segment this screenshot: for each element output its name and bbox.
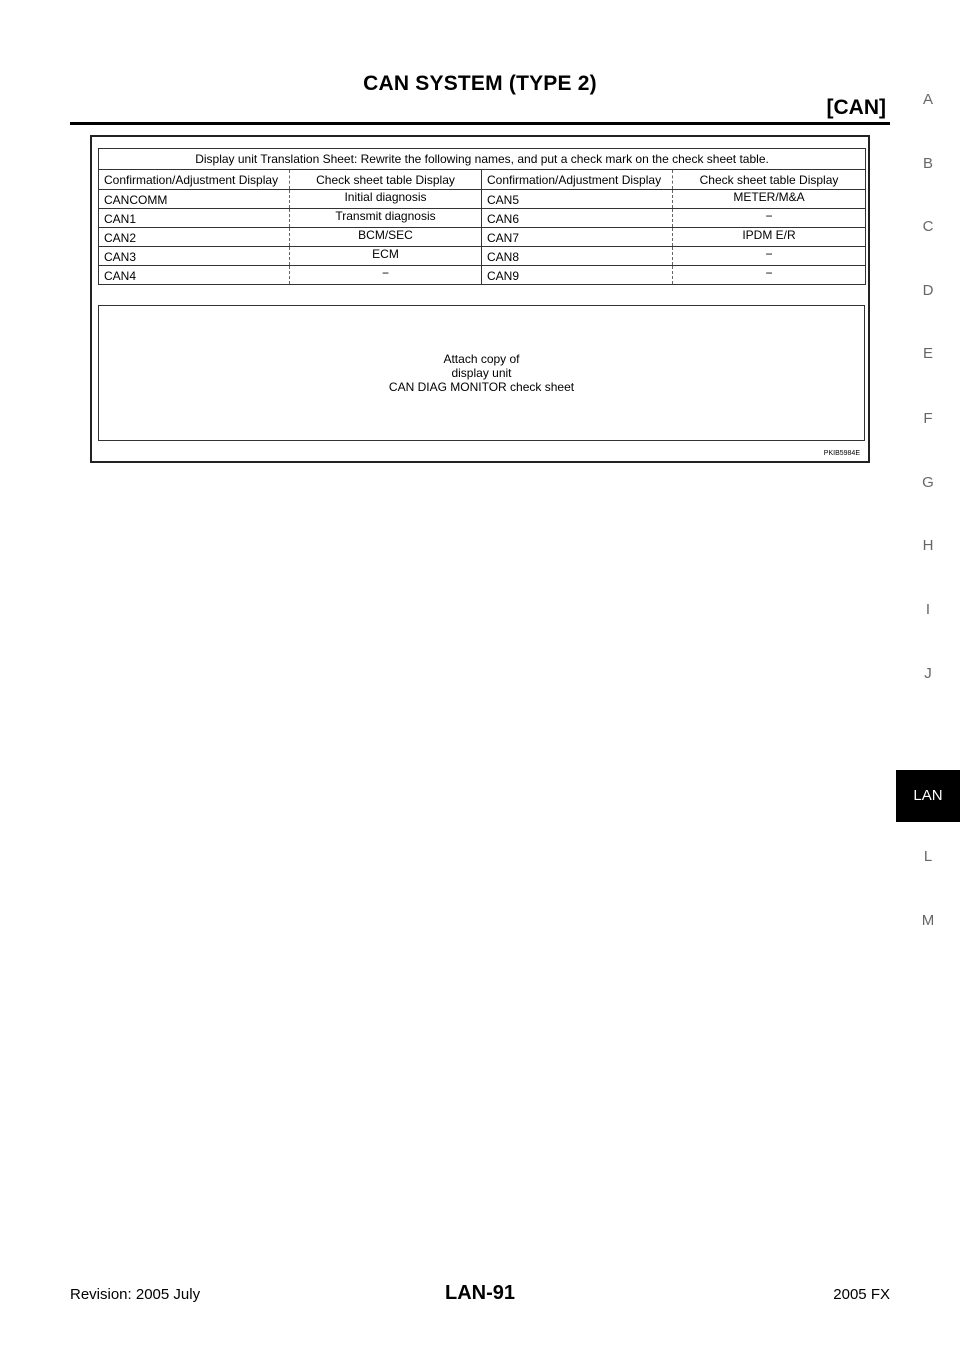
side-index-m[interactable]: M [921,912,935,929]
footer-model: 2005 FX [833,1286,890,1303]
table-row [99,190,866,209]
attach-sheet-box [98,305,865,441]
side-index-h[interactable]: H [922,537,934,554]
cell-display: CAN3 [99,247,290,266]
cell-display: CAN4 [99,266,290,285]
cell-display: CAN1 [99,209,290,228]
col-header-check-sheet-2: Check sheet table Display [673,170,866,190]
header-rule [70,122,890,125]
figure-frame [90,135,870,463]
cell-display: CANCOMM [99,190,290,209]
cell-display: CAN7 [482,228,673,247]
col-header-confirmation-2: Confirmation/Adjustment Display [482,170,673,190]
section-tag: [CAN] [826,96,886,119]
cell-check-sheet: BCM/SEC [290,228,482,247]
side-index-g[interactable]: G [922,474,934,491]
table-header-row [99,170,866,190]
cell-display: CAN2 [99,228,290,247]
cell-check-sheet: − [673,266,866,285]
translation-sheet-table [98,148,866,285]
cell-display: CAN9 [482,266,673,285]
table-row [99,228,866,247]
side-index-e[interactable]: E [922,345,933,362]
cell-display: CAN5 [482,190,673,209]
footer-page-number: LAN-91 [444,1282,515,1304]
side-index-l[interactable]: L [923,848,933,865]
page-title: CAN SYSTEM (TYPE 2) [363,72,597,95]
cell-display: CAN8 [482,247,673,266]
table-row [99,209,866,228]
cell-check-sheet: METER/M&A [673,190,866,209]
cell-check-sheet: IPDM E/R [673,228,866,247]
cell-display: CAN6 [482,209,673,228]
side-index-f[interactable]: F [923,410,933,427]
cell-check-sheet: − [673,247,866,266]
cell-check-sheet: Initial diagnosis [290,190,482,209]
side-index-j[interactable]: J [924,665,932,682]
figure-code: PKIB5984E [823,450,860,457]
attach-line: Attach copy of [443,352,520,366]
cell-check-sheet: − [290,266,482,285]
side-index-a[interactable]: A [922,91,933,108]
attach-line: display unit [451,366,512,380]
table-row [99,266,866,285]
side-index-c[interactable]: C [922,218,934,235]
sheet-title: Display unit Translation Sheet: Rewrite the following names, and put a check mark on the check sheet table. [99,149,866,170]
side-index-d[interactable]: D [922,282,934,299]
sheet-title-row [99,149,866,170]
cell-check-sheet: Transmit diagnosis [290,209,482,228]
cell-check-sheet: ECM [290,247,482,266]
side-index-i[interactable]: I [925,601,931,618]
cell-check-sheet: − [673,209,866,228]
side-index-b[interactable]: B [922,155,933,172]
attach-line: CAN DIAG MONITOR check sheet [388,380,575,394]
col-header-check-sheet-1: Check sheet table Display [290,170,482,190]
footer-revision: Revision: 2005 July [70,1286,201,1303]
side-index-lan-active[interactable]: LAN [896,770,960,822]
side-index [896,0,960,1358]
table-row [99,247,866,266]
col-header-confirmation-1: Confirmation/Adjustment Display [99,170,290,190]
